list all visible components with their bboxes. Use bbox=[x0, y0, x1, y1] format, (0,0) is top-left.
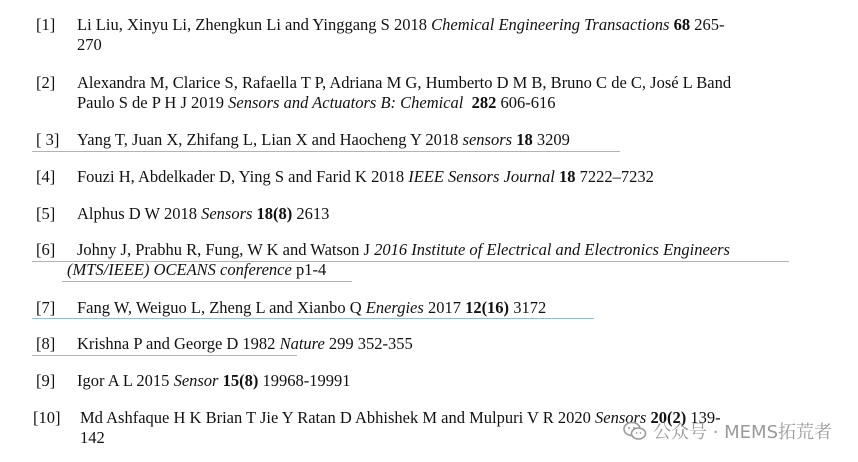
reference-text: Krishna P and George D 1982 Nature 299 352-355 bbox=[77, 334, 413, 353]
reference-number: [2] bbox=[36, 73, 56, 92]
volume: 68 bbox=[673, 15, 691, 34]
journal-name: IEEE Sensors Journal bbox=[408, 167, 555, 186]
journal-name: Nature bbox=[279, 334, 325, 353]
reference-text: Alexandra M, Clarice S, Rafaella T P, Adriana M G, Humberto D M B, Bruno C de C, José L Band bbox=[77, 73, 732, 92]
journal-name: Sensor bbox=[173, 371, 219, 390]
journal-name: (MTS/IEEE) OCEANS conference bbox=[67, 260, 292, 279]
volume: 12(16) bbox=[465, 298, 510, 317]
wechat-icon bbox=[623, 421, 647, 441]
journal-name: 2016 Institute of Electrical and Electronics Engineers bbox=[374, 240, 730, 259]
reference-continuation: (MTS/IEEE) OCEANS conference p1-4 bbox=[67, 260, 327, 279]
underline bbox=[32, 151, 620, 152]
journal-name: Chemical Engineering Transactions bbox=[431, 15, 670, 34]
journal-name: Sensors and Actuators B: Chemical bbox=[228, 93, 464, 112]
volume: 18 bbox=[516, 130, 533, 149]
reference-text: Alphus D W 2018 Sensors 18(8) 2613 bbox=[77, 204, 330, 223]
reference-text: Yang T, Juan X, Zhifang L, Lian X and Haocheng Y 2018 sensors 18 3209 bbox=[77, 130, 570, 149]
journal-name: sensors bbox=[462, 130, 513, 149]
reference-text: Li Liu, Xinyu Li, Zhengkun Li and Yinggang S 2018 Chemical Engineering Transactions 68 265- bbox=[77, 15, 725, 34]
reference-number: [1] bbox=[36, 15, 56, 34]
underline bbox=[32, 318, 594, 319]
underline bbox=[32, 261, 789, 262]
volume: 18(8) bbox=[256, 204, 293, 223]
journal-name: Energies bbox=[365, 298, 424, 317]
volume: 20(2) bbox=[650, 408, 687, 427]
journal-name: Sensors bbox=[201, 204, 253, 223]
volume: 15(8) bbox=[222, 371, 259, 390]
watermark-text: 公众号 · MEMS拓荒者 bbox=[652, 422, 832, 443]
volume: 282 bbox=[471, 93, 497, 112]
underline bbox=[62, 281, 352, 282]
reference-continuation: 270 bbox=[77, 35, 102, 54]
underline bbox=[32, 355, 297, 356]
reference-number: [7] bbox=[36, 298, 56, 317]
reference-continuation: Paulo S de P H J 2019 Sensors and Actuators B: Chemical 282 606-616 bbox=[77, 93, 556, 112]
reference-continuation: 142 bbox=[80, 428, 105, 447]
reference-number: [6] bbox=[36, 240, 56, 259]
watermark bbox=[623, 418, 832, 444]
volume: 18 bbox=[558, 167, 576, 186]
reference-number: [5] bbox=[36, 204, 56, 223]
reference-text: Fang W, Weiguo L, Zheng L and Xianbo Q Energies 2017 12(16) 3172 bbox=[77, 298, 547, 317]
reference-text: Md Ashfaque H K Brian T Jie Y Ratan D Abhishek M and Mulpuri V R 2020 Sensors 20(2) 139- bbox=[80, 408, 721, 427]
reference-text: Fouzi H, Abdelkader D, Ying S and Farid K 2018 IEEE Sensors Journal 18 7222–7232 bbox=[77, 167, 654, 186]
reference-number: [ 3] bbox=[36, 130, 60, 149]
reference-number: [8] bbox=[36, 334, 56, 353]
reference-text: Johny J, Prabhu R, Fung, W K and Watson J 2016 Institute of Electrical and Electronics Engineers bbox=[77, 240, 730, 259]
reference-number: [4] bbox=[36, 167, 56, 186]
reference-number: [9] bbox=[36, 371, 56, 390]
reference-number: [10] bbox=[33, 408, 61, 427]
reference-text: Igor A L 2015 Sensor 15(8) 19968-19991 bbox=[77, 371, 351, 390]
journal-name: Sensors bbox=[595, 408, 647, 427]
